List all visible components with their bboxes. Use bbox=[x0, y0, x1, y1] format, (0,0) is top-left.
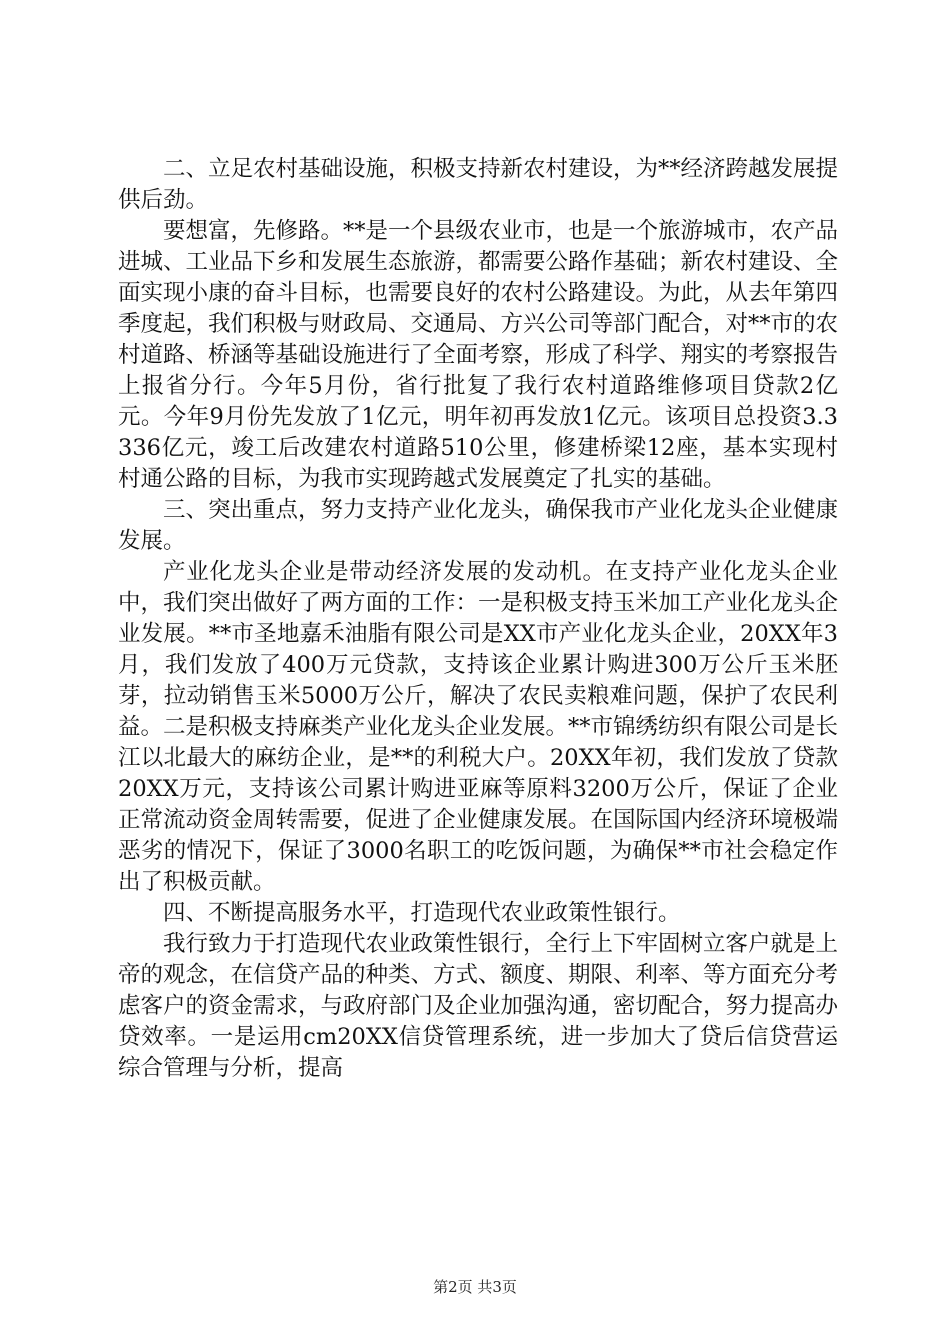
paragraph-section-four-heading: 四、不断提高服务水平，打造现代农业政策性银行。 bbox=[163, 900, 681, 926]
paragraph-road-construction: 要想富，先修路。**是一个县级农业市，也是一个旅游城市，农产品进城、工业品下乡和发展生态旅游，都需要公路作基础；新农村建设、全面实现小康的奋斗目标，也需要良好的农村公路建设。为此，从去年第四季度起，我们积极与财政局、交通局、方兴公司等部门配合，对**市的农村道路、桥涵等基础设施进行了全面考察，形成了科学、翔实的考察报告上报省分行。今年5月份，省行批复了我行农村道路维修项目贷款2亿元。今年9月份先发放了1亿元，明年初再发放1亿元。该项目总投资3.3336亿元，竣工后改建农村道路510公里，修建桥梁12座，基本实现村村通公路的目标，为我市实现跨越式发展奠定了扎实的基础。 bbox=[118, 218, 839, 492]
document-body bbox=[118, 154, 838, 1084]
paragraph-section-two-heading: 二、立足农村基础设施，积极支持新农村建设，为**经济跨越发展提供后劲。 bbox=[118, 156, 839, 213]
page-number-footer: 第2页 共3页 bbox=[433, 1278, 517, 1296]
paragraph-leading-enterprises: 产业化龙头企业是带动经济发展的发动机。在支持产业化龙头企业中，我们突出做好了两方面的工作：一是积极支持玉米加工产业化龙头企业发展。**市圣地嘉禾油脂有限公司是XX市产业化龙头企业，20XX年3月，我们发放了400万元贷款，支持该企业累计购进300万公斤玉米胚芽，拉动销售玉米5000万公斤，解决了农民卖粮难问题，保护了农民利益。二是积极支持麻类产业化龙头企业发展。**市锦绣纺织有限公司是长江以北最大的麻纺企业，是**的利税大户。20XX年初，我们发放了贷款20XX万元，支持该公司累计购进亚麻等原料3200万公斤，保证了企业正常流动资金周转需要，促进了企业健康发展。在国际国内经济环境极端恶劣的情况下，保证了3000名职工的吃饭问题，为确保**市社会稳定作出了积极贡献。 bbox=[118, 559, 839, 895]
paragraph-section-three-heading: 三、突出重点，努力支持产业化龙头，确保我市产业化龙头企业健康发展。 bbox=[118, 497, 839, 554]
paragraph-service-level: 我行致力于打造现代农业政策性银行，全行上下牢固树立客户就是上帝的观念，在信贷产品的种类、方式、额度、期限、利率、等方面充分考虑客户的资金需求，与政府部门及企业加强沟通，密切配合，努力提高办贷效率。一是运用cm20XX信贷管理系统，进一步加大了贷后信贷营运综合管理与分析，提高 bbox=[118, 931, 839, 1081]
